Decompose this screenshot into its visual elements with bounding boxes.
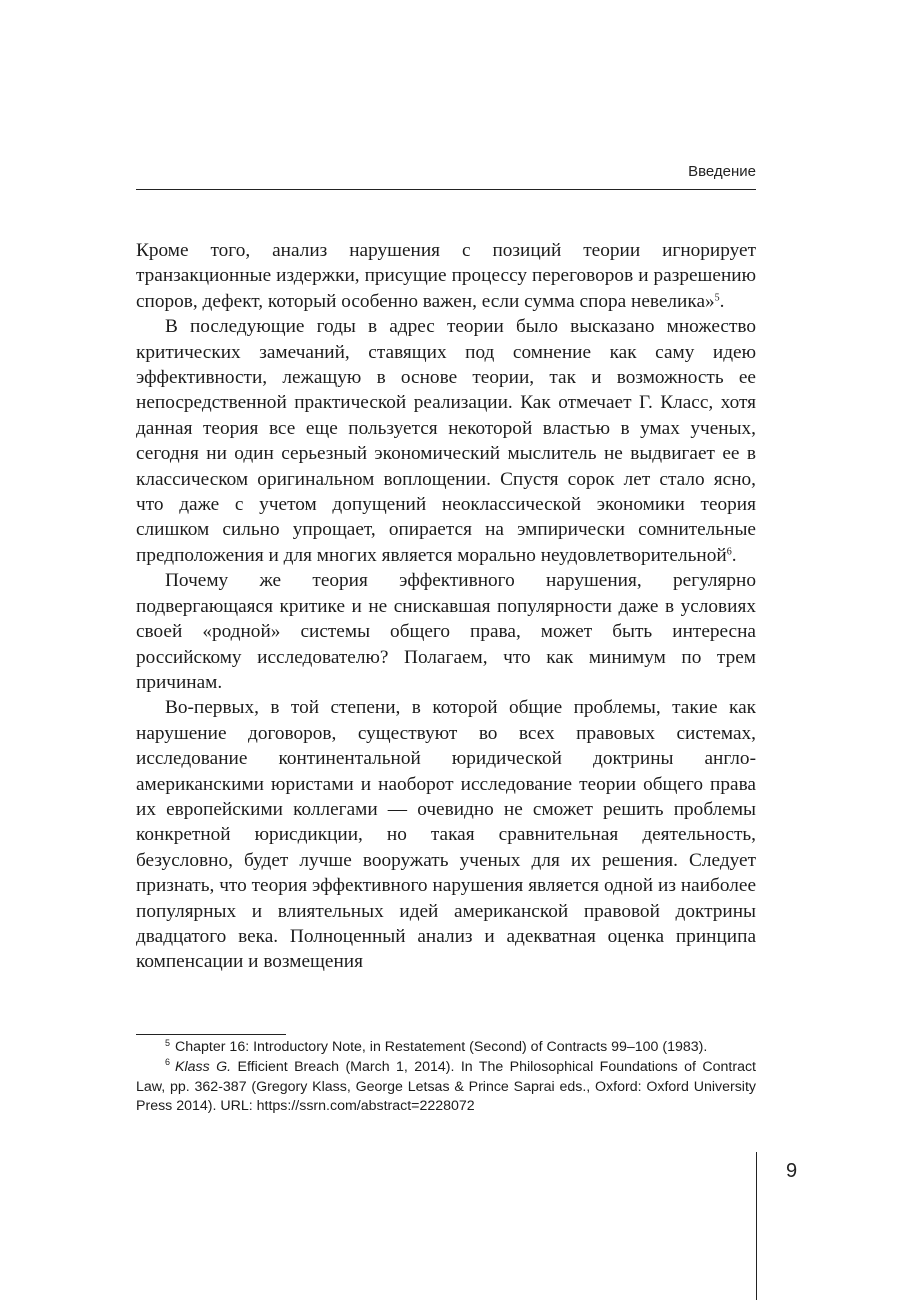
paragraph-text: В последующие годы в адрес теории было высказано множество критических замечаний, ставящих под сомнение как саму идею эффективности, лежащую в основе теории, так и возможность ее непосредственной практической реализации. Как отмечает Г. Класс, хотя данная теория все еще пользуется некоторой властью в умах ученых, сегодня ни один серьезный экономический мыслитель не выдвигает ее в классическом оригинальном воплощении. Спустя сорок лет стало ясно, что даже с учетом допущений неоклассической экономики теория слишком сильно упрощает, опирается на эмпирически сомнительные предположения и для многих является морально неудовлетворительной	[136, 316, 756, 566]
running-head: Введение	[688, 163, 756, 180]
page-number: 9	[786, 1160, 798, 1182]
paragraph	[136, 314, 756, 568]
paragraph	[136, 695, 756, 974]
footnote-mark: 6	[165, 1057, 171, 1068]
footnote-text: Efficient Breach (March 1, 2014). In The Philosophical Foundations of Contract Law, pp. 362-387 (Gregory Klass, George Letsas & Prince Saprai eds., Oxford: Oxford University Press 2014). URL: https://ssrn.com/abstract=2228072	[136, 1058, 756, 1115]
footnote	[136, 1058, 756, 1117]
paragraph-text: Во-первых, в той степени, в которой общие проблемы, такие как нарушение договоров, существуют во всех правовых системах, исследование континентальной юридической доктрины англо-американскими юристами и наоборот исследование теории общего права их европейскими коллегами — очевидно не сможет решить проблемы конкретной юрисдикции, но такая сравнительная деятельность, безусловно, будет лучше вооружать ученых для их решения. Следует признать, что теория эффективного нарушения является одной из наиболее популярных и влиятельных идей американской правовой доктрины двадцатого века. Полноценный анализ и адекватная оценка принципа компенсации и возмещения	[136, 697, 756, 973]
paragraph-text: Почему же теория эффективного нарушения, регулярно подвергающаяся критике и не снискавшая популярности даже в условиях своей «родной» системы общего права, может быть интересна российскому исследователю? Полагаем, что как минимум по трем причинам.	[136, 570, 756, 693]
paragraph-text: Кроме того, анализ нарушения с позиций теории игнорирует транзакционные издержки, присущие процессу переговоров и разрешению споров, дефект, который особенно важен, если сумма спора невелика»	[136, 240, 756, 312]
paragraph-tail: .	[731, 544, 737, 566]
paragraph	[136, 568, 756, 695]
paragraph	[136, 238, 756, 314]
footnotes	[136, 1038, 756, 1117]
body-text	[136, 238, 756, 975]
paragraph-tail: .	[719, 290, 725, 312]
footnote-text: Chapter 16: Introductory Note, in Restatement (Second) of Contracts 99–100 (1983).	[175, 1039, 708, 1055]
page-number-rule	[756, 1152, 757, 1300]
footnote	[136, 1038, 756, 1058]
header-rule	[136, 189, 756, 190]
footnote-reference[interactable]: 6	[726, 546, 732, 558]
footnote-mark: 5	[165, 1037, 171, 1048]
footnote-author: Klass G.	[175, 1058, 232, 1075]
footnote-reference[interactable]: 5	[714, 292, 720, 304]
footnote-rule	[136, 1034, 286, 1035]
